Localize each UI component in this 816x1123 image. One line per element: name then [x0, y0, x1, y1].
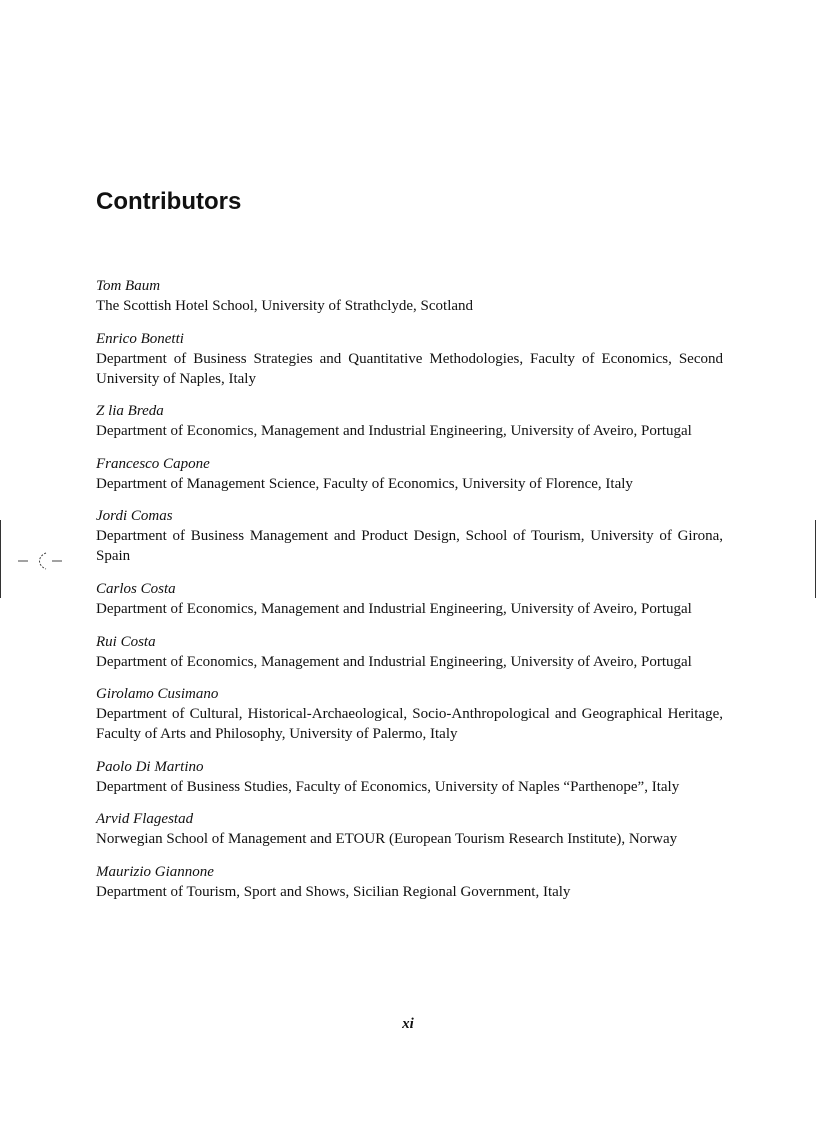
- contributor-entry: [96, 276, 723, 316]
- contributor-name: Jordi Comas: [96, 508, 173, 525]
- contributor-affiliation: Norwegian School of Management and ETOUR (European Tourism Research Institute), Norway: [96, 831, 678, 848]
- contributor-name: Carlos Costa: [96, 580, 176, 597]
- contributor-name: Girolamo Cusimano: [96, 686, 219, 703]
- page-title: Contributors: [96, 188, 242, 215]
- contributor-list: [96, 276, 723, 915]
- contributor-affiliation: Department of Business Strategies and Quantitative Methodologies, Faculty of Economics, Second University of Naples, Italy: [96, 350, 723, 387]
- contributor-entry: [96, 329, 723, 389]
- contributor-name: Rui Costa: [96, 633, 156, 650]
- contributor-entry: [96, 401, 723, 441]
- contributor-affiliation: Department of Tourism, Sport and Shows, Sicilian Regional Government, Italy: [96, 883, 571, 900]
- contributor-affiliation: Department of Economics, Management and Industrial Engineering, University of Aveiro, Portugal: [96, 653, 692, 670]
- contributor-affiliation: Department of Business Studies, Faculty of Economics, University of Naples “Parthenope”, Italy: [96, 778, 680, 795]
- page-number: xi: [402, 1016, 414, 1032]
- contributor-entry: [96, 757, 723, 797]
- contributor-name: Arvid Flagestad: [96, 811, 194, 828]
- contributor-affiliation: Department of Business Management and Product Design, School of Tourism, University of Girona, Spain: [96, 528, 723, 565]
- contributor-name: Francesco Capone: [96, 455, 210, 472]
- contributor-entry: [96, 579, 723, 619]
- contributor-entry: [96, 684, 723, 744]
- contributor-entry: [96, 862, 723, 902]
- contributor-name: Tom Baum: [96, 278, 161, 294]
- contributor-entry: [96, 632, 723, 672]
- contributor-affiliation: Department of Cultural, Historical-Archaeological, Socio-Anthropological and Geographical Heritage, Faculty of Arts and Philosophy, University of Palermo, Italy: [96, 706, 723, 743]
- contributor-name: Paolo Di Martino: [96, 758, 204, 775]
- contributor-affiliation: Department of Economics, Management and Industrial Engineering, University of Aveiro, Portugal: [96, 600, 692, 617]
- contributor-entry: [96, 809, 723, 849]
- contributor-entry: [96, 506, 723, 566]
- crop-mark-left: [0, 520, 1, 598]
- contributor-affiliation: The Scottish Hotel School, University of Strathclyde, Scotland: [96, 298, 474, 314]
- contributor-affiliation: Department of Economics, Management and Industrial Engineering, University of Aveiro, Portugal: [96, 423, 692, 440]
- contributor-name: Z lia Breda: [96, 403, 164, 420]
- contributor-affiliation: Department of Management Science, Faculty of Economics, University of Florence, Italy: [96, 475, 633, 492]
- contributor-name: Enrico Bonetti: [96, 330, 184, 347]
- contributor-name: Maurizio Giannone: [96, 863, 214, 880]
- registration-mark-icon: [18, 548, 64, 574]
- contributor-entry: [96, 454, 723, 494]
